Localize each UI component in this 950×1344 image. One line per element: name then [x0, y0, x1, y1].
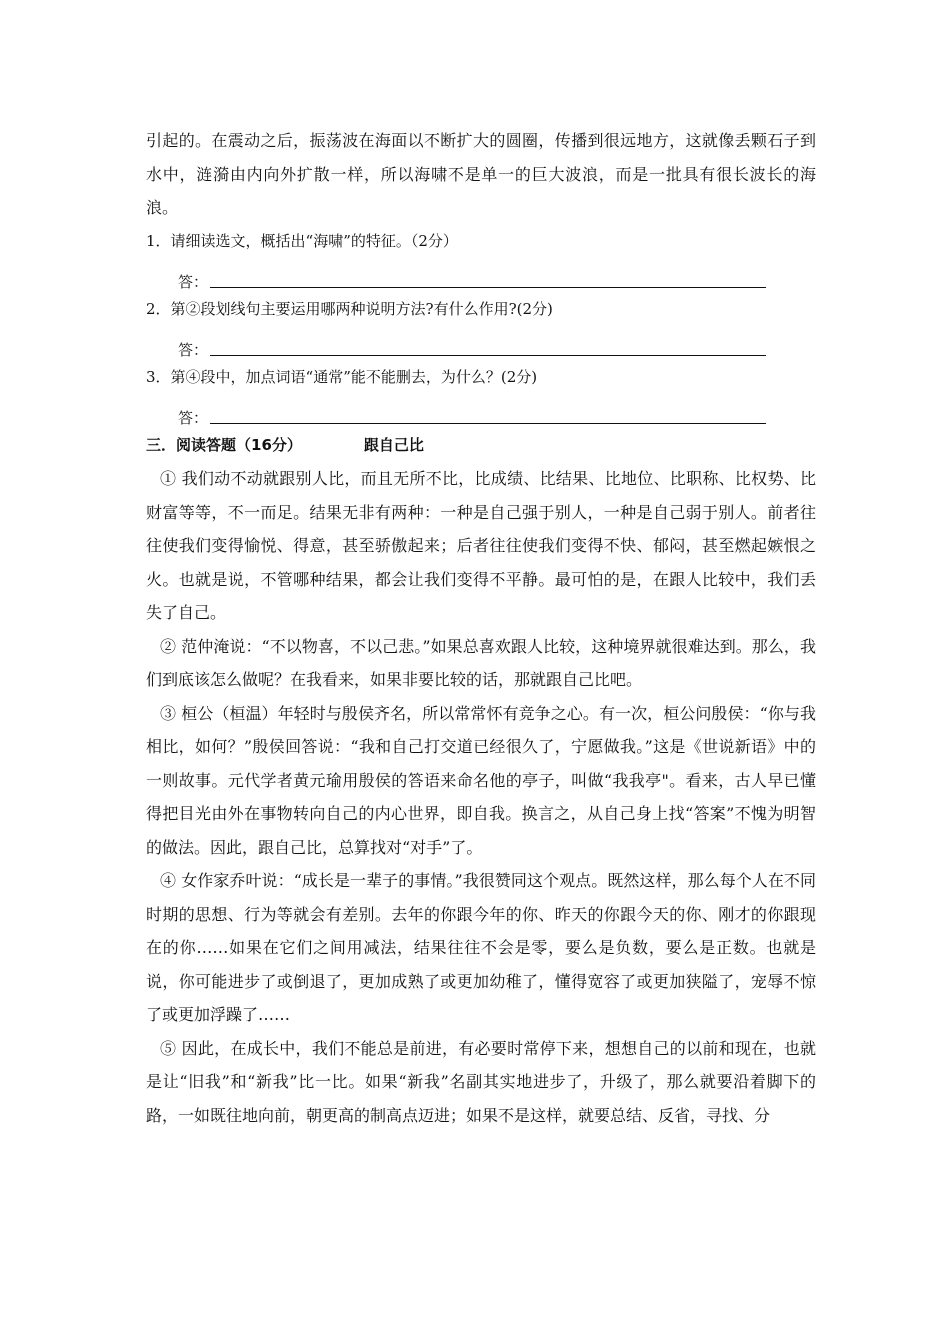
question-3: 3．第④段中，加点词语“通常”能不能删去，为什么？(2分)	[146, 367, 538, 386]
document-page	[146, 124, 816, 1132]
answer-label-1: 答：	[178, 272, 209, 291]
question-2: 2．第②段划线句主要运用哪两种说明方法?有什么作用?(2分)	[146, 299, 553, 318]
article-title: 跟自己比	[363, 435, 424, 454]
answer-line-2[interactable]	[210, 355, 766, 356]
article-paragraph-1: ① 我们动不动就跟别人比，而且无所不比，比成绩、比结果、比地位、比职称、比权势、比财富等等，不一而足。结果无非有两种：一种是自己强于别人，一种是自己弱于别人。前者往往使我们变得愉悦、得意，甚至骄傲起来；后者往往使我们变得不快、郁闷，甚至燃起嫉恨之火。也就是说，不管哪种结果，都会让我们变得不平静。最可怕的是，在跟人比较中，我们丢失了自己。	[146, 469, 816, 622]
answer-line-1[interactable]	[210, 287, 766, 288]
article-paragraph-4: ④ 女作家乔叶说：“成长是一辈子的事情。”我很赞同这个观点。既然这样，那么每个人在不同时期的思想、行为等就会有差别。去年的你跟今年的你、昨天的你跟今天的你、刚才的你跟现在的你……如果在它们之间用减法，结果往往不会是零，要么是负数，要么是正数。也就是说，你可能进步了或倒退了，更加成熟了或更加幼稚了，懂得宽容了或更加狭隘了，宠辱不惊了或更加浮躁了……	[146, 871, 816, 1024]
article-paragraph-5: ⑤ 因此，在成长中，我们不能总是前进，有必要时常停下来，想想自己的以前和现在，也就是让“旧我”和“新我”比一比。如果“新我”名副其实地进步了，升级了，那么就要沿着脚下的路，一如既往地向前，朝更高的制高点迈进；如果不是这样，就要总结、反省，寻找、分	[146, 1038, 816, 1125]
article-paragraph-2: ② 范仲淹说：“不以物喜，不以己悲。”如果总喜欢跟人比较，这种境界就很难达到。那么，我们到底该怎么做呢？在我看来，如果非要比较的话，那就跟自己比吧。	[146, 636, 816, 689]
answer-row-2	[146, 326, 816, 360]
answer-label-2: 答：	[178, 340, 209, 359]
section-heading: 三．阅读答题（16分）	[146, 435, 302, 454]
answer-row-3	[146, 394, 816, 428]
intro-paragraph: 引起的。在震动之后，振荡波在海面以不断扩大的圆圈，传播到很远地方，这就像丢颗石子到水中，涟漪由内向外扩散一样，所以海啸不是单一的巨大波浪，而是一批具有很长波长的海浪。	[146, 131, 816, 217]
answer-line-3[interactable]	[210, 423, 766, 424]
answer-row-1	[146, 258, 816, 292]
question-1: 1．请细读选文，概括出“海啸”的特征。（2分）	[146, 231, 458, 250]
section-heading-row	[146, 429, 816, 463]
answer-label-3: 答：	[178, 408, 209, 427]
article-paragraph-3: ③ 桓公（桓温）年轻时与殷侯齐名，所以常常怀有竞争之心。有一次，桓公问殷侯：“你与我相比，如何？”殷侯回答说：“我和自己打交道已经很久了，宁愿做我。”这是《世说新语》中的一则故事。元代学者黄元瑜用殷侯的答语来命名他的亭子，叫做“我我亭"。看来，古人早已懂得把目光由外在事物转向自己的内心世界，即自我。换言之，从自己身上找“答案”不愧为明智的做法。因此，跟自己比，总算找对“对手”了。	[146, 703, 816, 857]
